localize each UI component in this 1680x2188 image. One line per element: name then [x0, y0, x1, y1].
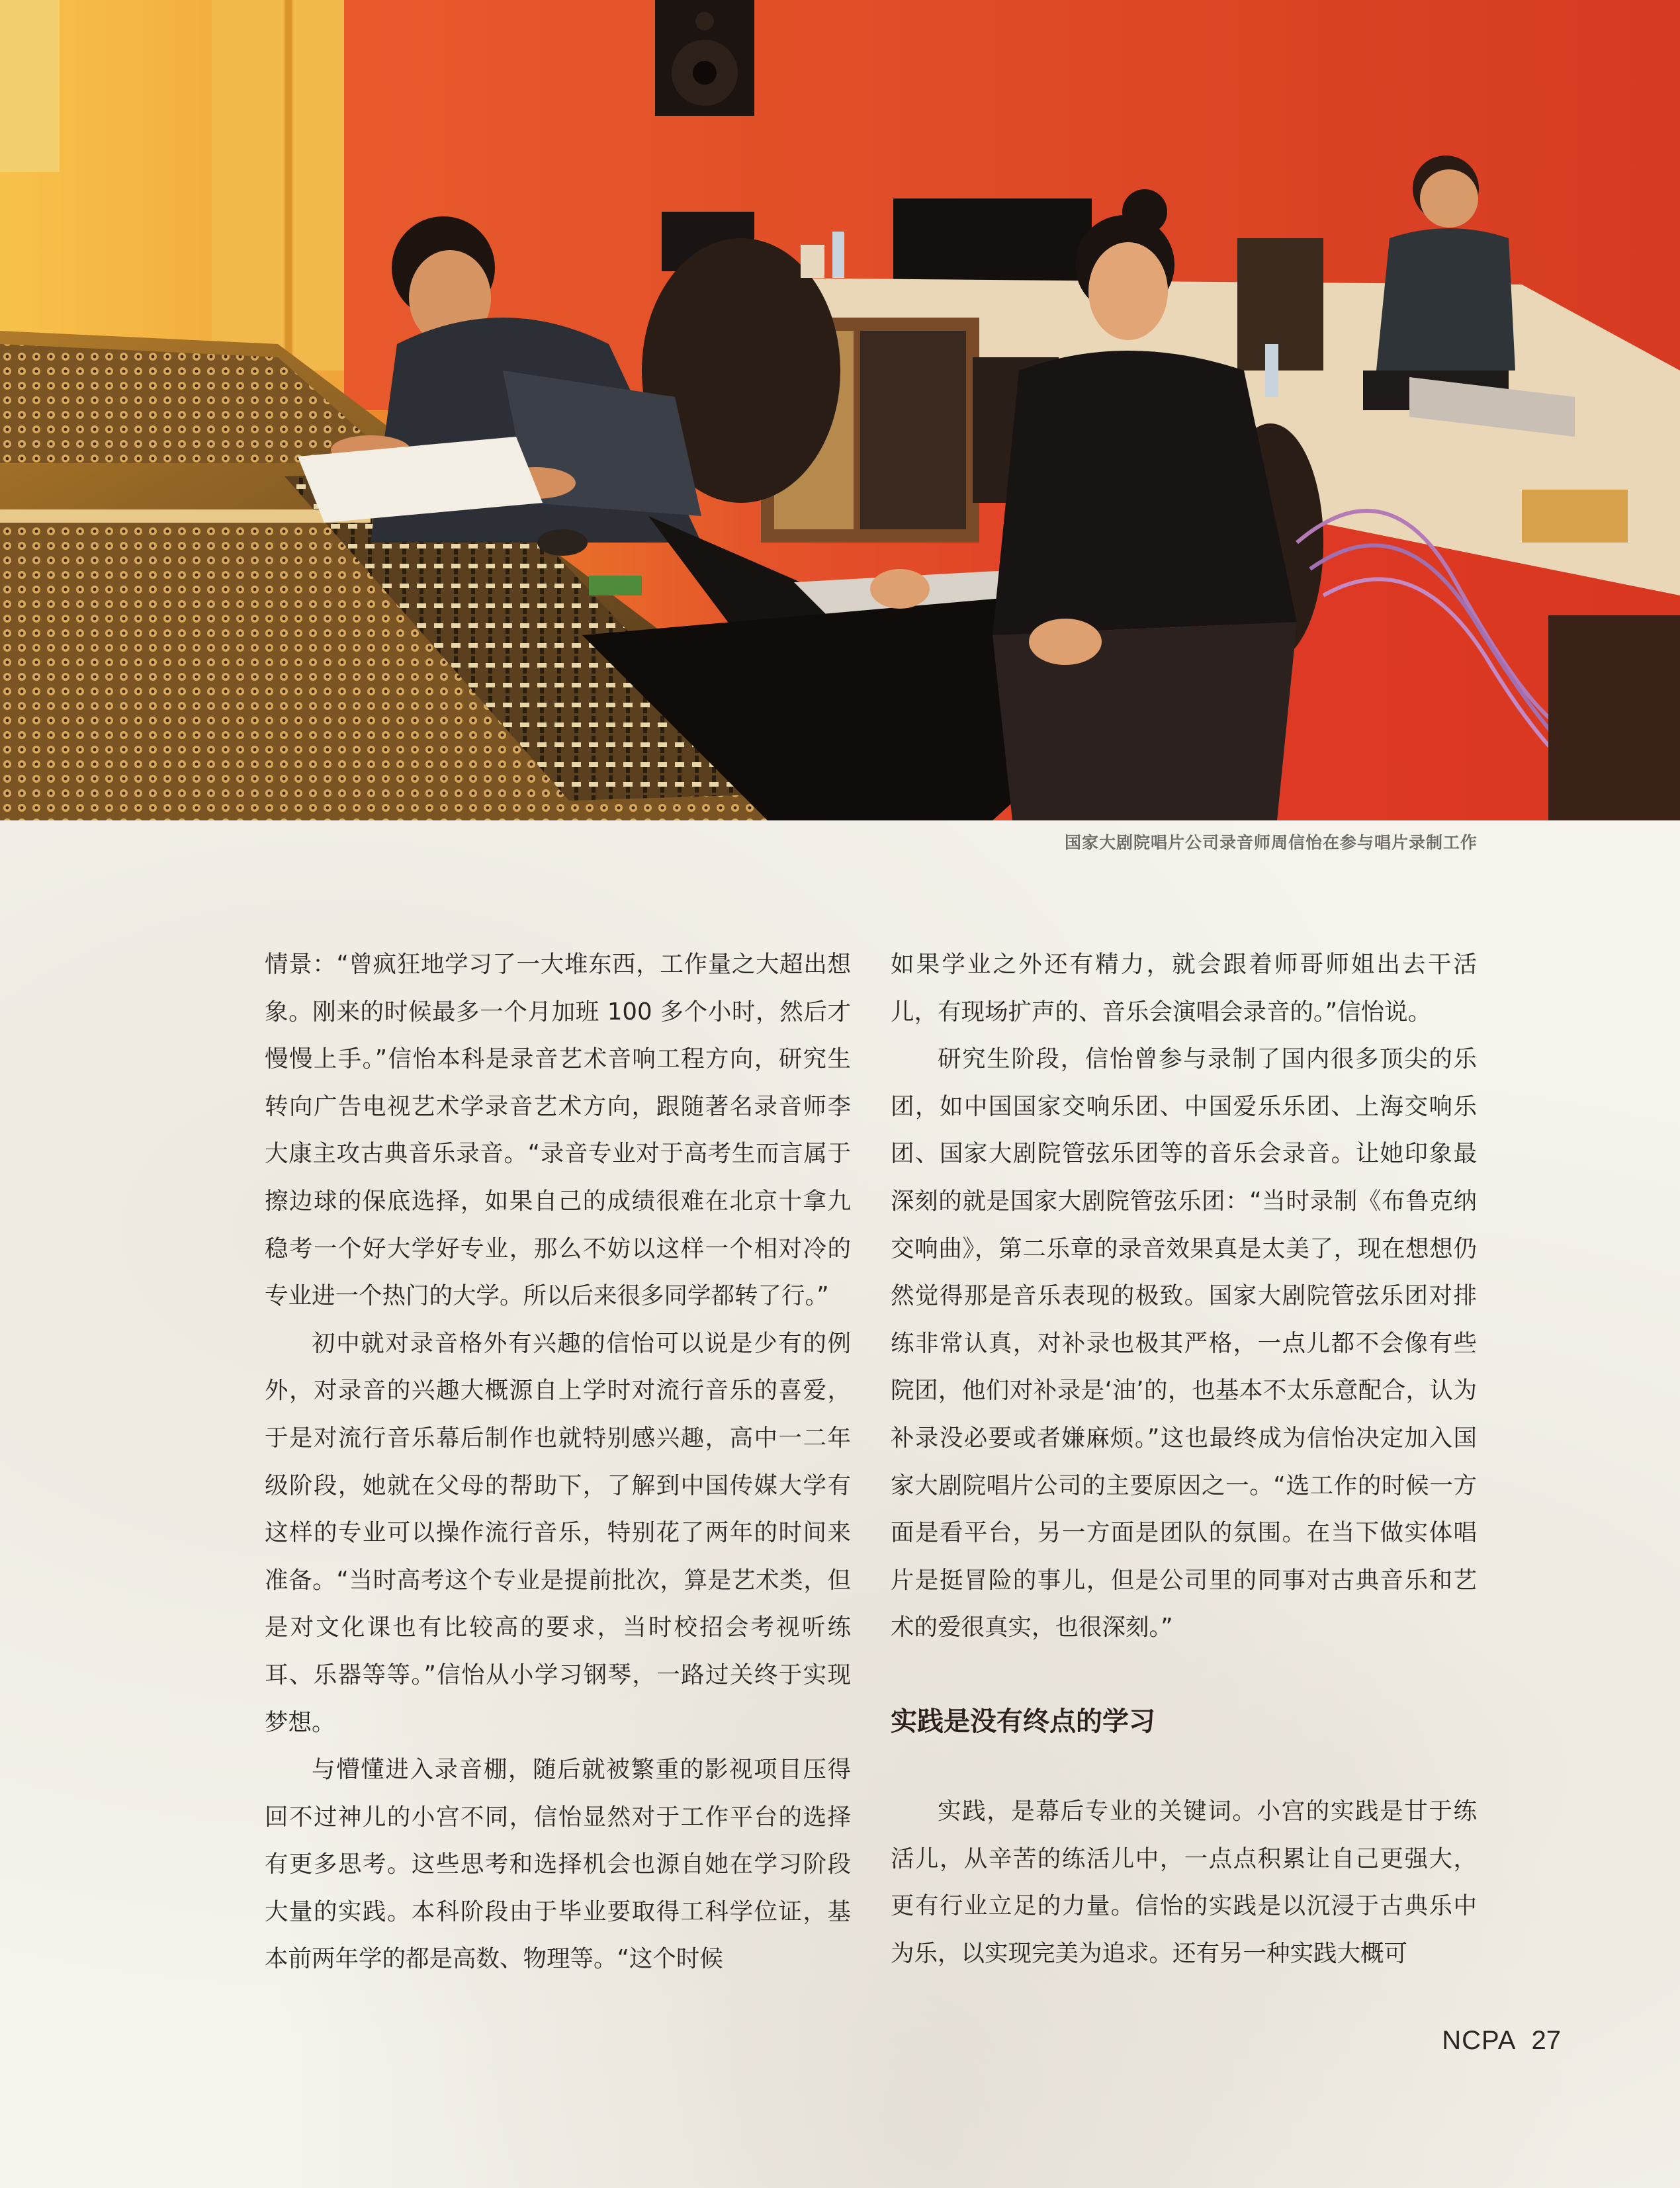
photo-illustration [0, 0, 1680, 820]
article-paragraph: 与懵懂进入录音棚，随后就被繁重的影视项目压得回不过神儿的小宫不同，信怡显然对于工作平台的选择有更多思考。这些思考和选择机会也源自她在学习阶段大量的实践。本科阶段由于毕业要取得工科学位证，基本前两年学的都是高数、物理等。“这个时候 [265, 1756, 851, 1973]
article-paragraph: 初中就对录音格外有兴趣的信怡可以说是少有的例外，对录音的兴趣大概源自上学时对流行音乐的喜爱，于是对流行音乐幕后制作也就特别感兴趣，高中一二年级阶段，她就在父母的帮助下，了解到中国传媒大学有这样的专业可以操作流行音乐，特别花了两年的时间来准备。“当时高考这个专业是提前批次，算是艺术类，但是对文化课也有比较高的要求，当时校招会考视听练耳、乐器等等。”信怡从小学习钢琴，一路过关终于实现梦想。 [265, 1329, 851, 1736]
article-paragraph: 研究生阶段，信怡曾参与录制了国内很多顶尖的乐团，如中国国家交响乐团、中国爱乐乐团、上海交响乐团、国家大剧院管弦乐团等的音乐会录音。让她印象最深刻的就是国家大剧院管弦乐团：“当时录制《布鲁克纳交响曲》，第二乐章的录音效果真是太美了，现在想想仍然觉得那是音乐表现的极致。国家大剧院管弦乐团对排练非常认真，对补录也极其严格，一点儿都不会像有些院团，他们对补录是‘油’的，也基本不太乐意配合，认为补录没必要或者嫌麻烦。”这也最终成为信怡决定加入国家大剧院唱片公司的主要原因之一。“选工作的时候一方面是看平台，另一方面是团队的氛围。在当下做实体唱片是挺冒险的事儿，但是公司里的同事对古典音乐和艺术的爱很真实，也很深刻。” [891, 1045, 1477, 1641]
article-paragraph: 实践，是幕后专业的关键词。小宫的实践是甘于练活儿，从辛苦的练活儿中，一点点积累让自己更强大，更有行业立足的力量。信怡的实践是以沉浸于古典乐中为乐，以实现完美为追求。还有另一种实践大概可 [891, 1797, 1477, 1967]
photo-caption: 国家大剧院唱片公司录音师周信怡在参与唱片录制工作 [1064, 833, 1478, 852]
article-left-column [265, 941, 851, 1983]
article-right-column [891, 941, 1477, 1977]
recording-studio-photo [0, 0, 1680, 820]
article-paragraph: 如果学业之外还有精力，就会跟着师哥师姐出去干活儿，有现场扩声的、音乐会演唱会录音的。”信怡说。 [891, 951, 1477, 1026]
section-heading: 实践是没有终点的学习 [891, 1706, 1155, 1737]
article-paragraph: 情景：“曾疯狂地学习了一大堆东西，工作量之大超出想象。刚来的时候最多一个月加班 100 多个小时，然后才慢慢上手。”信怡本科是录音艺术音响工程方向，研究生转向广告电视艺术学录音艺术方向，跟随著名录音师李大康主攻古典音乐录音。“录音专业对于高考生而言属于擦边球的保底选择，如果自己的成绩很难在北京十拿九稳考一个好大学好专业，那么不妨以这样一个相对冷的专业进一个热门的大学。所以后来很多同学都转了行。” [265, 951, 851, 1310]
publication-brand: NCPA [1442, 2026, 1517, 2055]
page-number: 27 [1531, 2026, 1561, 2055]
page-footer [1442, 2026, 1561, 2056]
